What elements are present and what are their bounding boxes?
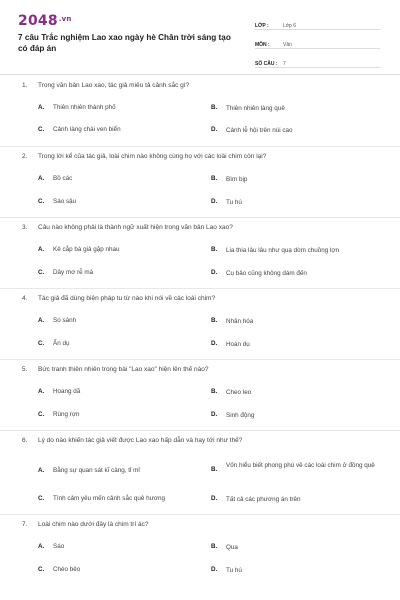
option-letter: C. [38,411,45,418]
option-text: Sinh động [226,412,255,419]
option-letter: C. [38,269,45,276]
option-letter: A. [38,246,45,253]
option-c[interactable] [38,198,76,205]
option-b[interactable] [211,175,386,185]
option-c[interactable] [38,411,80,418]
option-text: Bằng sự quan sát kĩ càng, tỉ mỉ [53,467,140,474]
option-text: Sáo [53,543,65,550]
option-d[interactable] [211,340,386,350]
option-text: Cheo leo [226,389,252,396]
option-letter: A. [38,317,45,324]
option-letter: A. [38,543,45,550]
option-a[interactable] [38,317,76,324]
header-divider [0,74,400,75]
option-a[interactable] [38,175,72,182]
option-d[interactable] [211,126,386,136]
meta-value: Lớp 6 [283,23,297,29]
option-letter: B. [211,104,218,111]
option-d[interactable] [211,566,386,576]
question-divider [0,430,400,431]
question-stem: Trong lời kể của tác giả, loài chim nào không cùng họ với các loài chim còn lại? [38,153,267,160]
option-letter: B. [211,466,218,473]
option-letter: B. [211,175,218,182]
option-text: Hoán dụ [226,341,250,348]
option-letter: C. [38,566,45,573]
option-letter: B. [211,317,218,324]
page-title: 7 câu Trắc nghiệm Lao xao ngày hè Chân trời sáng tạo có đáp án [18,33,231,53]
option-letter: A. [38,104,45,111]
option-text: Kẻ cắp bà già gặp nhau [53,246,120,253]
question-stem: Câu nào không phải là thành ngữ xuất hiện trong văn bản Lao xao? [38,224,233,231]
question-stem: Tác giả đã dùng biện pháp tu từ nào khi nói về các loài chim? [38,295,216,302]
question-number: 2. [22,153,28,160]
question-number: 6. [22,437,28,444]
option-letter: D. [211,566,218,573]
option-letter: D. [211,411,218,418]
meta-label: LỚP : [255,23,269,29]
meta-label: MÔN : [255,42,270,48]
question-number: 7. [22,521,28,528]
option-c[interactable] [38,495,165,502]
option-b[interactable] [211,246,386,256]
meta-subject [255,34,380,49]
question-text [22,366,209,373]
meta-panel [255,15,380,72]
option-text: Thiên nhiên làng quê [226,105,285,112]
meta-class [255,15,380,30]
option-a[interactable] [38,543,64,550]
question-text [22,295,215,302]
option-letter: D. [211,269,218,276]
question-divider [0,514,400,515]
option-a[interactable] [38,388,80,395]
question-divider [0,288,400,289]
meta-count [255,53,380,68]
option-letter: A. [38,175,45,182]
option-a[interactable] [38,467,140,474]
option-d[interactable] [211,411,386,421]
option-text: Qua [226,544,238,551]
option-letter: B. [211,246,218,253]
option-letter: C. [38,126,45,133]
option-b[interactable] [211,388,386,398]
meta-value: Văn [283,42,292,48]
option-b[interactable] [211,317,386,327]
option-text: Tất cả các phương án trên [226,496,301,503]
option-text: Bìm bịp [226,176,248,183]
option-letter: B. [211,388,218,395]
question-divider [0,217,400,218]
option-letter: D. [211,340,218,347]
option-d[interactable] [211,198,386,208]
option-letter: D. [211,126,218,133]
option-text: Cảnh lễ hội trên núi cao [226,127,293,134]
option-letter: C. [38,340,45,347]
option-text: Cụ bảo cũng không dám đến [226,270,307,277]
option-b[interactable] [211,461,386,473]
option-text: Nhân hóa [226,318,254,325]
option-text: Tu hú [226,199,242,206]
option-d[interactable] [211,269,386,279]
option-text: Vốn hiểu biết phong phú về các loài chim ở đồng quê [226,462,375,469]
question-text [22,224,233,231]
option-text: Ẩn dụ [53,340,70,347]
option-d[interactable] [211,495,386,505]
question-number: 5. [22,366,28,373]
option-text: Rùng rợn [53,411,80,418]
question-stem: Trong văn bản Lao xao, tác giả miêu tả cảnh sắc gì? [38,82,190,89]
option-text: Lia thia lâu lâu như quạ dòm chuồng lợn [226,247,340,254]
option-letter: C. [38,495,45,502]
option-b[interactable] [211,104,386,114]
meta-value: 7 [283,61,286,67]
option-text: So sánh [53,317,77,324]
option-letter: A. [38,388,45,395]
option-b[interactable] [211,543,386,553]
option-a[interactable] [38,104,116,111]
option-c[interactable] [38,126,121,133]
option-text: Dây mơ rễ má [53,269,94,276]
question-text [22,82,189,89]
question-text [22,153,266,160]
option-a[interactable] [38,246,120,253]
option-text: Tu hú [226,567,242,574]
question-number: 4. [22,295,28,302]
option-text: Thiên nhiên thành phố [53,104,116,111]
option-letter: D. [211,198,218,205]
logo-suffix: .vn [58,15,72,23]
site-logo[interactable] [18,13,72,29]
option-text: Cảnh làng chài ven biển [53,126,121,133]
option-letter: B. [211,543,218,550]
option-text: Tình cảm yêu mến cảnh sắc quê hương [53,495,165,502]
question-stem: Lý do nào khiến tác giả viết được Lao xao hấp dẫn và hay tới như thế? [38,437,243,444]
option-c[interactable] [38,269,93,276]
option-c[interactable] [38,340,69,347]
question-stem: Bức tranh thiên nhiên trong bài "Lao xao" hiện lên thế nào? [38,366,209,373]
question-number: 1. [22,82,28,89]
logo-text: 2048 [18,13,58,29]
question-text [22,521,149,528]
question-divider [0,146,400,147]
meta-label: SỐ CÂU : [255,61,278,67]
question-text [22,437,242,444]
option-c[interactable] [38,566,80,573]
question-number: 3. [22,224,28,231]
question-divider [0,359,400,360]
option-text: Chèo bẻo [53,566,81,573]
option-letter: C. [38,198,45,205]
option-letter: A. [38,467,45,474]
option-text: Hoang dã [53,388,81,395]
option-text: Bồ các [53,175,73,182]
option-letter: D. [211,495,218,502]
option-text: Sáo sậu [53,198,77,205]
question-stem: Loài chim nào dưới đây là chim trí ác? [38,521,149,528]
